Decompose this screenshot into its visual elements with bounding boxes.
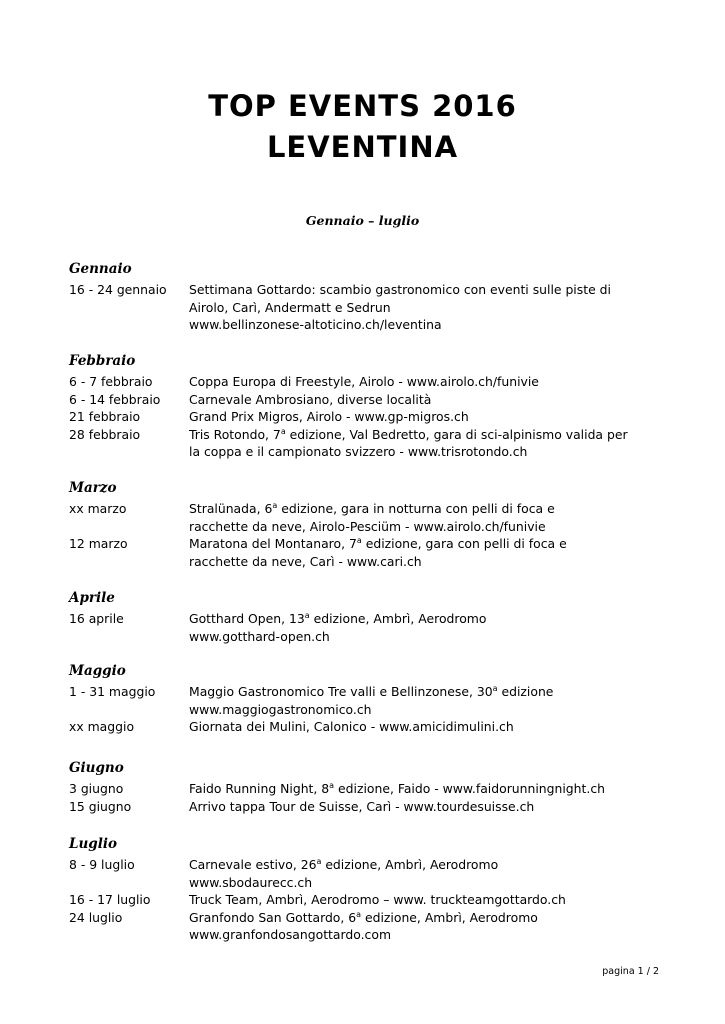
event-date: xx marzo <box>69 501 127 516</box>
event-description <box>189 391 659 409</box>
event-description-line: Arrivo tappa Tour de Suisse, Carì - www.tourdesuisse.ch <box>189 798 535 814</box>
event-description-line: Stralünada, 6$^a$ edizione, gara in notturna con pelli di foca e <box>189 500 555 516</box>
event-description-line: www.gotthard-open.ch <box>189 628 330 644</box>
event-description-line: Airolo, Carì, Andermatt e Sedrun <box>189 299 391 315</box>
month-heading: Gennaio <box>69 261 132 277</box>
page-title-line2: LEVENTINA <box>266 130 459 164</box>
event-description <box>189 535 659 570</box>
event-description-line: Carnevale estivo, 26$^a$ edizione, Ambrì, Aerodromo <box>189 856 499 872</box>
event-description-line: Faido Running Night, 8$^a$ edizione, Faido - www.faidorunningnight.ch <box>189 780 605 796</box>
event-description <box>189 408 659 426</box>
event-description <box>189 683 659 718</box>
event-description <box>189 373 659 391</box>
event-date: 24 luglio <box>69 909 123 925</box>
event-description-line: Carnevale Ambrosiano, diverse località <box>189 391 432 407</box>
event-description-line: Granfondo San Gottardo, 6$^a$ edizione, Ambrì, Aerodromo <box>189 909 538 925</box>
event-description <box>189 798 659 816</box>
event-description-line: Gotthard Open, 13$^a$ edizione, Ambrì, Aerodromo <box>189 610 487 626</box>
event-date: 16 - 17 luglio <box>69 892 151 907</box>
event-description-line: Truck Team, Ambrì, Aerodromo – www. truckteamgottardo.ch <box>189 892 566 907</box>
event-description-line: www.bellinzonese-altoticino.ch/leventina <box>189 317 442 332</box>
page-title-line1: TOP EVENTS 2016 <box>208 89 517 123</box>
event-date: 16 aprile <box>69 611 124 626</box>
event-description-line: Maggio Gastronomico Tre valli e Bellinzonese, 30$^a$ edizione <box>189 683 554 699</box>
event-description <box>189 500 659 535</box>
event-description-line: la coppa e il campionato svizzero - www.trisrotondo.ch <box>189 444 528 459</box>
event-date: xx maggio <box>69 719 135 734</box>
month-heading: Marzo <box>69 480 117 496</box>
event-date: 15 giugno <box>69 798 132 814</box>
event-description-line: Grand Prix Migros, Airolo - www.gp-migros.ch <box>189 409 469 424</box>
event-description-line: Tris Rotondo, 7$^a$ edizione, Val Bedretto, gara di sci-alpinismo valida per <box>189 426 628 442</box>
event-description-line: Settimana Gottardo: scambio gastronomico con eventi sulle piste di <box>189 282 611 297</box>
event-date: 21 febbraio <box>69 409 141 424</box>
event-description-line: www.maggiogastronomico.ch <box>189 701 372 717</box>
event-description <box>189 909 659 944</box>
event-date: 8 - 9 luglio <box>69 857 135 872</box>
event-description <box>189 426 659 461</box>
event-description-line: Giornata dei Mulini, Calonico - www.amicidimulini.ch <box>189 719 514 734</box>
month-heading: Febbraio <box>69 353 136 369</box>
event-date: 1 - 31 maggio <box>69 684 156 699</box>
event-date: 16 - 24 gennaio <box>69 282 167 297</box>
event-description-line: Maratona del Montanaro, 7$^a$ edizione, gara con pelli di foca e <box>189 535 567 551</box>
event-description <box>189 718 659 736</box>
event-description-line: racchette da neve, Airolo-Pesciüm - www.airolo.ch/funivie <box>189 518 546 534</box>
event-date: 3 giugno <box>69 781 124 796</box>
month-heading: Luglio <box>69 836 118 852</box>
event-description <box>189 610 659 645</box>
event-description-line: racchette da neve, Carì - www.cari.ch <box>189 553 422 569</box>
event-date: 6 - 7 febbraio <box>69 374 153 389</box>
page-number: pagina 1 / 2 <box>602 966 659 977</box>
event-date: 6 - 14 febbraio <box>69 391 161 407</box>
event-description <box>189 281 659 334</box>
event-date: 28 febbraio <box>69 426 141 442</box>
event-date: 12 marzo <box>69 536 128 551</box>
page-subtitle: Gennaio – luglio <box>305 213 420 228</box>
month-heading: Maggio <box>69 663 126 679</box>
event-description <box>189 780 659 798</box>
event-description-line: Coppa Europa di Freestyle, Airolo - www.airolo.ch/funivie <box>189 374 539 389</box>
event-description <box>189 891 659 909</box>
month-heading: Giugno <box>69 760 124 776</box>
event-description-line: www.sbodaurecc.ch <box>189 874 313 890</box>
event-description-line: www.granfondosangottardo.com <box>189 927 392 942</box>
event-description <box>189 856 659 891</box>
month-heading: Aprile <box>69 590 115 606</box>
